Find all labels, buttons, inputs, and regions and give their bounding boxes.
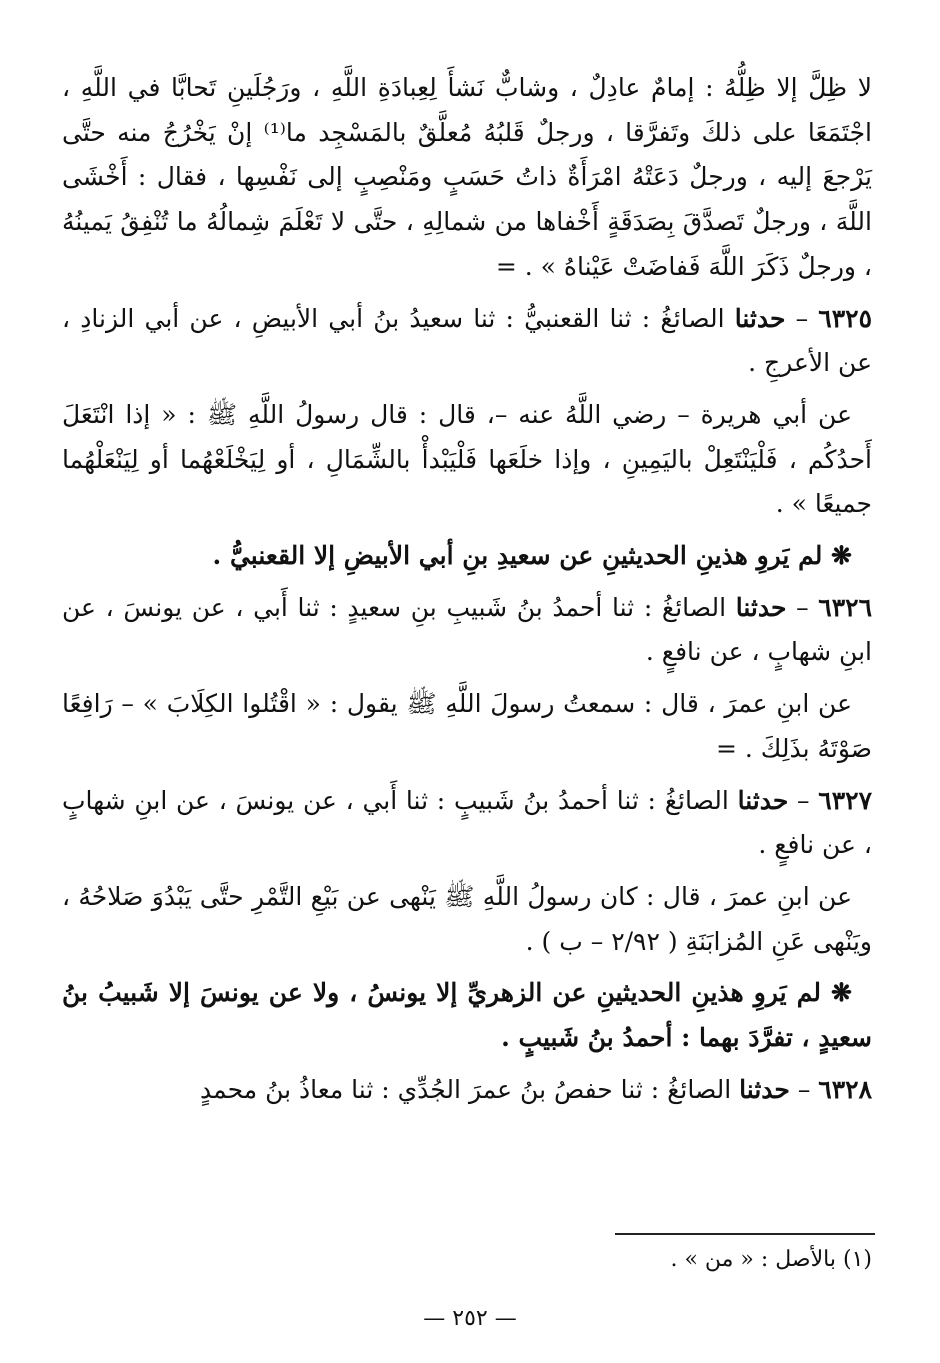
hadith-number: ٦٣٢٥ <box>818 303 872 333</box>
editor-note-text: ❋ لم يَروِ هذينِ الحديثينِ عن سعيدِ بنِ أبي الأبيضِ إلا القعنبيُّ . <box>212 541 852 571</box>
hadith-paragraph: ٦٣٢٥ – حدثنا الصائغُ : ثنا القعنبيُّ : ثنا سعيدُ بنُ أبي الأبيضِ ، عن أبي الزنادِ ، عن الأعرجِ . <box>62 303 872 378</box>
continued-text <box>62 66 872 290</box>
hadith-matn-text: عن أبي هريرة – رضي اللَّهُ عنه –، قال : قال رسولُ اللَّهِ ﷺ : « إذا انْتَعَلَ أَحدُكُم ، فَلْيَنْتَعِلْ باليَمِينِ ، وإذا خلَعَها فَلْيَبْدأْ بالشِّمَالِ ، أو لِيَخْلَعْهُما أو لِيَنْعَلْهُما جميعًا » . <box>62 399 872 519</box>
hadith-lead-word: حدثنا <box>734 303 786 333</box>
hadith-paragraph: ٦٣٢٦ – حدثنا الصائغُ : ثنا أحمدُ بنُ شَبيبِ بنِ سعيدٍ : ثنا أَبي ، عن يونسَ ، عن ابنِ شهابٍ ، عن نافعٍ . <box>62 592 872 667</box>
editor-note-text: ❋ لم يَروِ هذينِ الحديثينِ عن الزهريِّ إلا يونسُ ، ولا عن يونسَ إلا شَبيبُ بنُ سعيدٍ ، تفرَّدَ بهما : أحمدُ بنُ شَبيبٍ . <box>62 978 872 1053</box>
hadith-matn <box>62 682 872 771</box>
hadith-number: ٦٣٢٦ <box>818 592 872 622</box>
hadith-paragraph: ٦٣٢٧ – حدثنا الصائغُ : ثنا أحمدُ بنُ شَبيبٍ : ثنا أَبي ، عن يونسَ ، عن ابنِ شهابٍ ، عن نافعٍ . <box>62 785 872 860</box>
editor-note <box>62 534 872 579</box>
hadith-paragraph: ٦٣٢٨ – حدثنا الصائغُ : ثنا حفصُ بنُ عمرَ الجُدِّي : ثنا معاذُ بنُ محمدٍ <box>200 1074 872 1104</box>
editor-note <box>62 971 872 1060</box>
body-text <box>62 66 872 1112</box>
hadith-text: الصائغُ : ثنا حفصُ بنُ عمرَ الجُدِّي : ثنا معاذُ بنُ محمدٍ <box>200 1074 740 1104</box>
footnote-divider <box>615 1233 875 1235</box>
hadith-matn-text: عن ابنِ عمرَ ، قال : سمعتُ رسولَ اللَّهِ ﷺ يقول : « اقْتُلوا الكِلَابَ » – رَافِعًا صَوْتَهُ بذَلِكَ . = <box>62 689 872 763</box>
hadith-lead-word: حدثنا <box>737 785 789 815</box>
continued-text-content: لا ظِلَّ إلا ظِلُّهُ : إمامٌ عادِلٌ ، وشابٌّ نَشأَ لِعِبادَةِ اللَّهِ ، ورَجُلَينِ تَحابَّا في اللَّهِ ، اجْتَمَعَا على ذلكَ وتَفرَّقا ، ورجلٌ قَلبُهُ مُعلَّقٌ بالمَسْجِد ما⁽¹⁾ إنْ يَخْرُجُ منه حتَّى يَرْجعَ إليه ، ورجلٌ دَعَتْهُ امْرَأَةٌ ذاتُ حَسَبٍ ومَنْصِبٍ إلى نَفْسِها ، فقال : أَخْشَى اللَّهَ ، ورجلٌ تَصدَّقَ بِصَدَقَةٍ أَخْفاها من شمالِهِ ، حتَّى لا تَعْلَمَ شِمالُهُ ما تُنْفِقُ يَمينُهُ ، ورجلٌ ذَكَرَ اللَّهَ فَفاضَتْ عَيْناهُ » . = <box>62 73 872 281</box>
hadith-text: الصائغُ : ثنا أحمدُ بنُ شَبيبٍ : ثنا أَبي ، عن يونسَ ، عن ابنِ شهابٍ ، عن نافعٍ . <box>62 785 872 860</box>
hadith-matn-text: عن ابنِ عمرَ ، قال : كان رسولُ اللَّهِ ﷺ يَنْهى عن بَيْعِ التَّمْرِ حتَّى يَبْدُوَ صَلاحُهُ ، ويَنْهى عَنِ المُزابَنَةِ ( ٢/٩٢ – ب ) . <box>62 881 872 956</box>
page-number: — ٢٥٢ — <box>423 1306 517 1331</box>
hadith-text: الصائغُ : ثنا القعنبيُّ : ثنا سعيدُ بنُ أبي الأبيضِ ، عن أبي الزنادِ ، عن الأعرجِ . <box>62 303 872 378</box>
footnote: (١) بالأصل : « من » . <box>670 1247 872 1272</box>
hadith-matn <box>62 393 872 527</box>
hadith-lead-word: حدثنا <box>735 592 787 622</box>
hadith-text: الصائغُ : ثنا أحمدُ بنُ شَبيبِ بنِ سعيدٍ : ثنا أَبي ، عن يونسَ ، عن ابنِ شهابٍ ، عن نافعٍ . <box>62 592 872 667</box>
hadith-number: ٦٣٢٧ <box>818 785 872 815</box>
hadith-number: ٦٣٢٨ <box>818 1074 872 1104</box>
hadith-matn <box>62 875 872 964</box>
hadith-lead-word: حدثنا <box>739 1074 790 1104</box>
